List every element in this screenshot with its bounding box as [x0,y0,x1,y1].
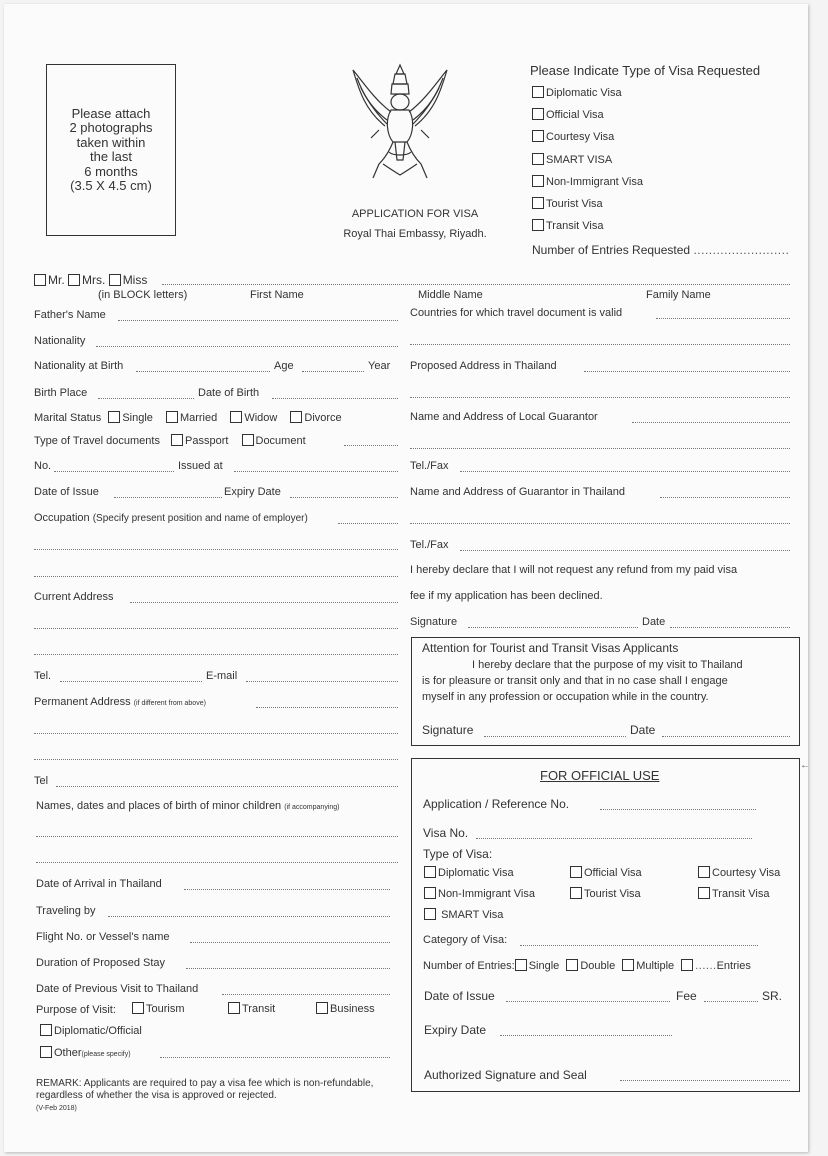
official-date-of-issue-line[interactable] [506,1001,670,1002]
visa-type-option-label: Courtesy Visa [546,131,615,144]
current-address-line-1[interactable] [130,602,398,603]
diplomatic-official-checkbox[interactable] [40,1024,52,1036]
official-tourist-checkbox[interactable] [570,887,582,899]
family-name-label: Family Name [646,289,711,301]
issued-at-line[interactable] [234,471,398,472]
expiry-date-label: Expiry Date [224,486,281,498]
countries-valid-label: Countries for which travel document is valid [410,307,623,319]
expiry-date-line[interactable] [290,497,398,498]
permanent-address-line-1[interactable] [256,707,398,708]
official-smart-checkbox[interactable] [424,908,436,920]
official-use-title: FOR OFFICIAL USE [540,768,660,783]
fee-line[interactable] [704,1001,758,1002]
occupation-label: Occupation (Specify present position and name of employer) [34,512,308,524]
proposed-address-line-2[interactable] [410,397,790,398]
marital-status-row: Marital Status Single Married Widow Divorce [34,412,342,424]
block-letters-note: (in BLOCK letters) [98,289,188,301]
mr-checkbox[interactable] [34,274,46,286]
visa-type-option-label: Official Visa [546,109,604,122]
nationality-label: Nationality [34,335,86,347]
attention-date-label: Date [630,723,656,737]
document-line[interactable] [344,445,398,446]
official-expiry-line[interactable] [500,1035,672,1036]
official-transit: Transit Visa [698,887,769,900]
nationality-at-birth-line[interactable] [136,371,270,372]
father-name-line[interactable] [118,320,398,321]
official-smart: SMART Visa [424,908,503,921]
reference-no-label: Application / Reference No. [423,797,570,811]
age-label: Age [274,360,294,372]
year-label: Year [368,360,391,372]
official-transit-checkbox[interactable] [698,887,710,899]
countries-valid-line-2[interactable] [410,344,790,345]
nationality-line[interactable] [96,346,398,347]
application-title: APPLICATION FOR VISA [351,208,479,220]
date-of-birth-label: Date of Birth [198,387,260,399]
countries-valid-line-1[interactable] [656,318,790,319]
birth-place-line[interactable] [98,398,194,399]
document-no-line[interactable] [54,471,174,472]
married-checkbox[interactable] [166,411,178,423]
arrival-date-line[interactable] [184,889,390,890]
visa-type-checkbox[interactable] [532,86,544,98]
signature-label: Signature [410,616,458,628]
name-input-line[interactable] [162,284,790,285]
flight-no-line[interactable] [190,942,390,943]
attention-signature-line[interactable] [484,736,626,737]
signature-date-line[interactable] [670,627,790,628]
widow-checkbox[interactable] [230,411,242,423]
traveling-by-line[interactable] [108,916,390,917]
official-official-checkbox[interactable] [570,866,582,878]
middle-name-label: Middle Name [418,289,483,301]
email-label: E-mail [206,670,238,682]
local-guarantor-label: Name and Address of Local Guarantor [410,411,598,423]
visa-type-option [532,130,614,143]
visa-type-option-label: Diplomatic Visa [546,87,622,99]
father-name-label: Father's Name [34,309,106,321]
official-courtesy-checkbox[interactable] [698,866,710,878]
tel-label: Tel. [34,670,52,682]
tel-line[interactable] [60,681,202,682]
telfax-line[interactable] [460,471,790,472]
visa-type-checkbox[interactable] [532,219,544,231]
single-checkbox[interactable] [108,411,120,423]
fee-label: Fee [676,989,697,1003]
garuda-emblem-icon [345,60,455,185]
purpose-transit: Transit [228,1002,275,1015]
occupation-line-3[interactable] [34,576,398,577]
official-diplomatic: Diplomatic Visa [424,866,514,879]
other-checkbox[interactable] [40,1046,52,1058]
transit-checkbox[interactable] [228,1002,240,1014]
attention-date-line[interactable] [662,736,790,737]
duration-of-stay-label: Duration of Proposed Stay [36,957,166,969]
visa-type-heading: Please Indicate Type of Visa Requested [530,63,761,78]
tel-2-label: Tel [34,775,49,787]
currency-label: SR. [762,989,783,1003]
visa-type-checkbox[interactable] [532,108,544,120]
margin-tick: ← [800,760,810,771]
permanent-address-label: Permanent Address (if different from above) [34,696,206,708]
permanent-address-line-2[interactable] [34,733,398,734]
current-address-label: Current Address [34,591,114,603]
telfax-label: Tel./Fax [410,460,449,472]
minor-children-line-1[interactable] [36,836,398,837]
number-of-entries-row: Number of Entries: Single Double Multiple ......Entries [423,960,751,972]
date-of-birth-line[interactable] [272,398,398,399]
current-address-line-2[interactable] [34,628,398,629]
form-version-code: (V-Feb 2018) [36,1105,77,1112]
type-of-visa-label: Type of Visa: [423,847,493,861]
entries-count-checkbox[interactable] [681,959,693,971]
visa-type-option-label: Tourist Visa [546,198,603,210]
category-of-visa-line[interactable] [520,945,758,946]
arrival-date-label: Date of Arrival in Thailand [36,878,162,890]
visa-type-option [532,219,603,232]
visa-type-checkbox[interactable] [532,130,544,142]
refund-declaration-line-1: I hereby declare that I will not request any refund from my paid visa [410,564,738,576]
local-guarantor-line-1[interactable] [632,422,790,423]
travel-documents-row: Type of Travel documents Passport Document [34,435,306,447]
category-of-visa-label: Category of Visa: [423,934,508,946]
purpose-tourism: Tourism [132,1002,185,1015]
business-checkbox[interactable] [316,1002,328,1014]
duration-of-stay-line[interactable] [186,968,390,969]
visa-type-option [532,86,622,99]
local-guarantor-line-2[interactable] [410,448,790,449]
guarantor-thailand-line-1[interactable] [660,497,790,498]
photo-attachment-box [46,64,176,236]
visa-type-checkbox[interactable] [532,197,544,209]
visa-type-option-label: Non-Immigrant Visa [546,175,643,188]
authorized-signature-label: Authorized Signature and Seal [424,1068,587,1082]
birth-place-label: Birth Place [34,387,88,399]
minor-children-label: Names, dates and places of birth of minor children (if accompanying) [36,800,340,812]
purpose-other: Other(please specify) [40,1046,131,1059]
visa-type-option [532,175,643,188]
guarantor-thailand-label: Name and Address of Guarantor in Thailand [410,486,626,498]
document-checkbox[interactable] [242,434,254,446]
visa-type-option-label: SMART VISA [546,153,613,166]
previous-visit-line[interactable] [222,994,390,995]
flight-no-label: Flight No. or Vessel's name [36,931,170,943]
previous-visit-label: Date of Previous Visit to Thailand [36,983,199,995]
current-address-line-3[interactable] [34,654,398,655]
divorce-checkbox[interactable] [290,411,302,423]
proposed-address-line-1[interactable] [584,371,790,372]
tourism-checkbox[interactable] [132,1002,144,1014]
nationality-at-birth-label: Nationality at Birth [34,360,124,372]
official-date-of-issue-label: Date of Issue [424,989,495,1003]
official-non-immigrant-checkbox[interactable] [424,887,436,899]
visa-type-checkbox[interactable] [532,153,544,165]
first-name-label: First Name [250,289,304,301]
visa-type-option-label: Transit Visa [546,220,604,233]
other-purpose-line[interactable] [160,1057,390,1058]
entries-single-checkbox[interactable] [515,959,527,971]
telfax-2-line[interactable] [460,550,790,551]
document-no-label: No. [34,460,52,472]
occupation-line-1[interactable] [338,523,398,524]
signature-line[interactable] [468,627,638,628]
visa-type-option [532,197,603,210]
traveling-by-label: Traveling by [36,905,96,917]
photo-instructions: Please attach 2 photographs taken within the last 6 months (3.5 X 4.5 cm) [69,105,153,193]
age-line[interactable] [302,371,364,372]
official-tourist: Tourist Visa [570,887,641,900]
refund-declaration-line-2: fee if my application has been declined. [410,590,603,602]
attention-title: Attention for Tourist and Transit Visas Applicants [422,641,679,655]
official-official: Official Visa [570,866,642,879]
entries-double-checkbox[interactable] [566,959,578,971]
purpose-of-visit-label: Purpose of Visit: [36,1004,116,1016]
miss-checkbox[interactable] [109,274,121,286]
official-non-immigrant: Non-Immigrant Visa [424,887,535,900]
permanent-address-line-3[interactable] [34,759,398,760]
attention-line-1: I hereby declare that the purpose of my visit to Thailand [472,659,743,671]
visa-no-line[interactable] [476,838,752,839]
official-courtesy: Courtesy Visa [698,866,780,879]
telfax-2-label: Tel./Fax [410,539,449,551]
authorized-signature-line[interactable] [620,1080,790,1081]
visa-type-option [532,153,612,166]
attention-line-2: is for pleasure or transit only and that in no case shall I engage [422,675,728,687]
title-options: Mr. Mrs. Miss [34,273,147,287]
attention-line-3: myself in any profession or occupation while in the country. [422,691,709,703]
reference-no-line[interactable] [600,809,756,810]
minor-children-line-2[interactable] [36,862,398,863]
entries-requested-label: Number of Entries Requested ......................... [532,243,790,257]
issued-at-label: Issued at [178,460,223,472]
passport-checkbox[interactable] [171,434,183,446]
purpose-business: Business [316,1002,375,1015]
official-diplomatic-checkbox[interactable] [424,866,436,878]
occupation-line-2[interactable] [34,549,398,550]
official-expiry-label: Expiry Date [424,1023,487,1037]
entries-multiple-checkbox[interactable] [622,959,634,971]
purpose-diplomatic: Diplomatic/Official [40,1024,142,1037]
proposed-address-label: Proposed Address in Thailand [410,360,557,372]
mrs-checkbox[interactable] [68,274,80,286]
embassy-name: Royal Thai Embassy, Riyadh. [343,228,487,240]
date-of-issue-line[interactable] [114,497,222,498]
tel-2-line[interactable] [56,786,398,787]
signature-date-label: Date [642,616,666,628]
date-of-issue-label: Date of Issue [34,486,99,498]
visa-no-label: Visa No. [423,826,469,840]
remark-text: REMARK: Applicants are required to pay a visa fee which is non-refundable, regardless of whether the visa is approved or rejected. (V-Feb 2018) [36,1078,374,1112]
visa-type-option [532,108,604,121]
visa-type-checkbox[interactable] [532,175,544,187]
email-line[interactable] [246,681,398,682]
guarantor-thailand-line-2[interactable] [410,523,790,524]
attention-signature-label: Signature [422,723,474,737]
